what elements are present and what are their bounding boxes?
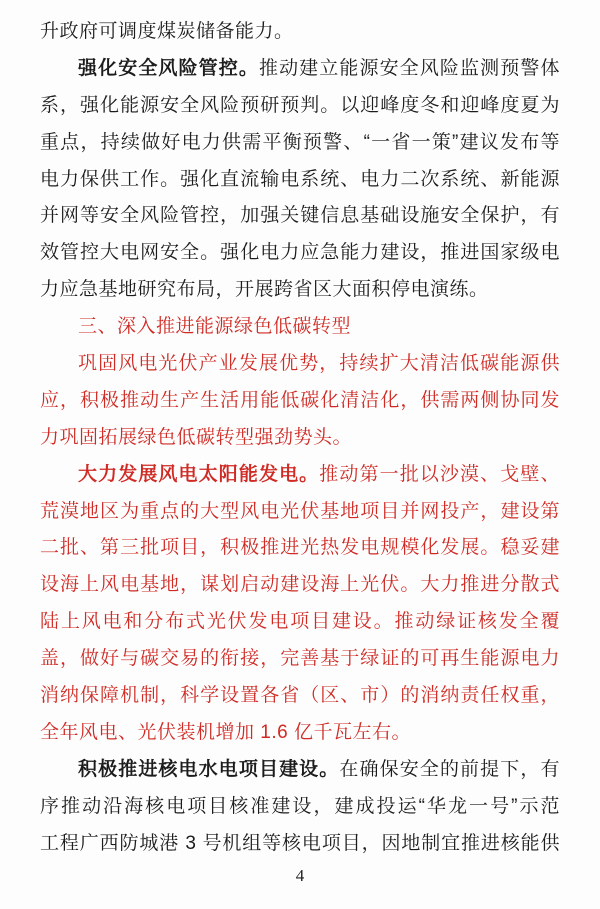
text-line: 应，积极推动生产生活用能低碳化清洁化，供需两侧协同发: [40, 389, 560, 411]
text-line: 荒漠地区为重点的大型风电光伏基地项目并网投产，建设第: [40, 500, 560, 522]
text-line: 陆上风电和分布式光伏发电项目建设。推动绿证核发全覆: [40, 611, 560, 633]
text-line: [40, 51, 560, 88]
paragraph-lead: 大力发展风电太阳能发电。: [78, 463, 320, 485]
text-line: 消纳保障机制，科学设置各省（区、市）的消纳责任权重，: [40, 685, 560, 707]
text-line: 工程广西防城港 3 号机组等核电项目，因地制宜推进核能供: [40, 832, 560, 854]
text-line: 序推动沿海核电项目核准建设，建成投运“华龙一号”示范: [40, 795, 560, 817]
text-line: 二批、第三批项目，积极推进光热发电规模化发展。稳妥建: [40, 537, 560, 559]
text-line: 电力保供工作。强化直流输电系统、电力二次系统、新能源: [40, 168, 560, 190]
page-number: 4: [295, 866, 305, 886]
text-line: 巩固风电光伏产业发展优势，持续扩大清洁低碳能源供: [78, 353, 560, 375]
line-segment: 在确保安全的前提下，有: [339, 758, 560, 780]
text-line: 力巩固拓展绿色低碳转型强劲势头。: [40, 426, 353, 448]
text-line: 盖，做好与碳交易的衔接，完善基于绿证的可再生能源电力: [40, 648, 560, 670]
text-line: 并网等安全风险管控，加强关键信息基础设施安全保护，有: [40, 205, 560, 227]
text-line: 设海上风电基地，谋划启动建设海上光伏。大力推进分散式: [40, 574, 560, 596]
line-segment: 推动建立能源安全风险监测预警体: [258, 57, 560, 79]
text-line: 全年风电、光伏装机增加 1.6 亿千瓦左右。: [40, 721, 411, 743]
text-line: 重点，持续做好电力供需平衡预警、“一省一策”建议发布等: [40, 131, 560, 153]
text-line: [40, 457, 560, 494]
text-line: 效管控大电网安全。强化电力应急能力建设，推进国家级电: [40, 242, 560, 264]
text-line: 系，强化能源安全风险预研预判。以迎峰度冬和迎峰度夏为: [40, 94, 560, 116]
text-line: 力应急基地研究布局，开展跨省区大面积停电演练。: [40, 279, 489, 301]
text-line: 升政府可调度煤炭储备能力。: [40, 21, 294, 42]
section-heading: 三、深入推进能源绿色低碳转型: [78, 316, 352, 338]
paragraph-lead: 强化安全风险管控。: [78, 57, 259, 79]
text-line: [40, 752, 560, 789]
paragraph-lead: 积极推进核电水电项目建设。: [78, 758, 340, 780]
line-segment: 推动第一批以沙漠、戈壁、: [319, 463, 560, 485]
